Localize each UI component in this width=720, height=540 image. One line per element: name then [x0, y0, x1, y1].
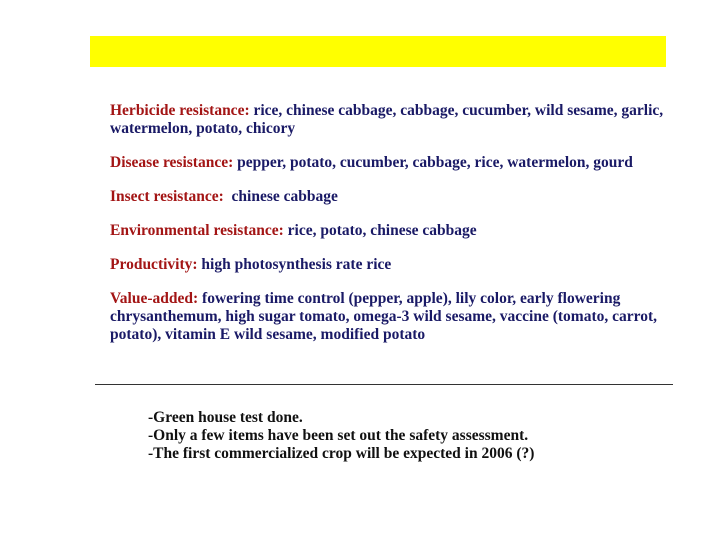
item-label: Herbicide resistance: [110, 102, 250, 119]
item-value: rice, chinese cabbage, cabbage, cucumber, wild sesame, garlic, watermelon, potato, chicory [110, 102, 664, 137]
item-herbicide-resistance [110, 102, 690, 138]
item-productivity [110, 256, 690, 274]
divider [95, 384, 673, 385]
item-value: high photosynthesis rate rice [197, 256, 392, 273]
item-value: chinese cabbage [223, 188, 338, 205]
title-bar [90, 36, 666, 67]
item-label: Value-added: [110, 290, 199, 307]
item-label: Productivity: [110, 256, 198, 273]
item-label: Insect resistance: [110, 188, 224, 205]
item-disease-resistance [110, 154, 690, 172]
trait-list [110, 102, 690, 360]
notes-list [148, 409, 688, 463]
item-insect-resistance [110, 188, 690, 206]
item-value-added [110, 290, 690, 344]
item-value: rice, potato, chinese cabbage [283, 222, 477, 239]
item-value: pepper, potato, cucumber, cabbage, rice, watermelon, gourd [233, 154, 633, 171]
note-greenhouse: -Green house test done. [148, 409, 303, 426]
note-safety-assessment: -Only a few items have been set out the safety assessment. [148, 427, 529, 444]
item-value: fowering time control (pepper, apple), lily color, early flowering chrysanthemum, high sugar tomato, omega-3 wild sesame, vaccine (tomato, carrot, potato), vitamin E wild sesame, modified potato [110, 290, 658, 343]
note-commercialization: -The first commercialized crop will be expected in 2006 (?) [148, 445, 535, 462]
item-label: Disease resistance: [110, 154, 234, 171]
item-label: Environmental resistance: [110, 222, 284, 239]
item-environmental-resistance [110, 222, 690, 240]
